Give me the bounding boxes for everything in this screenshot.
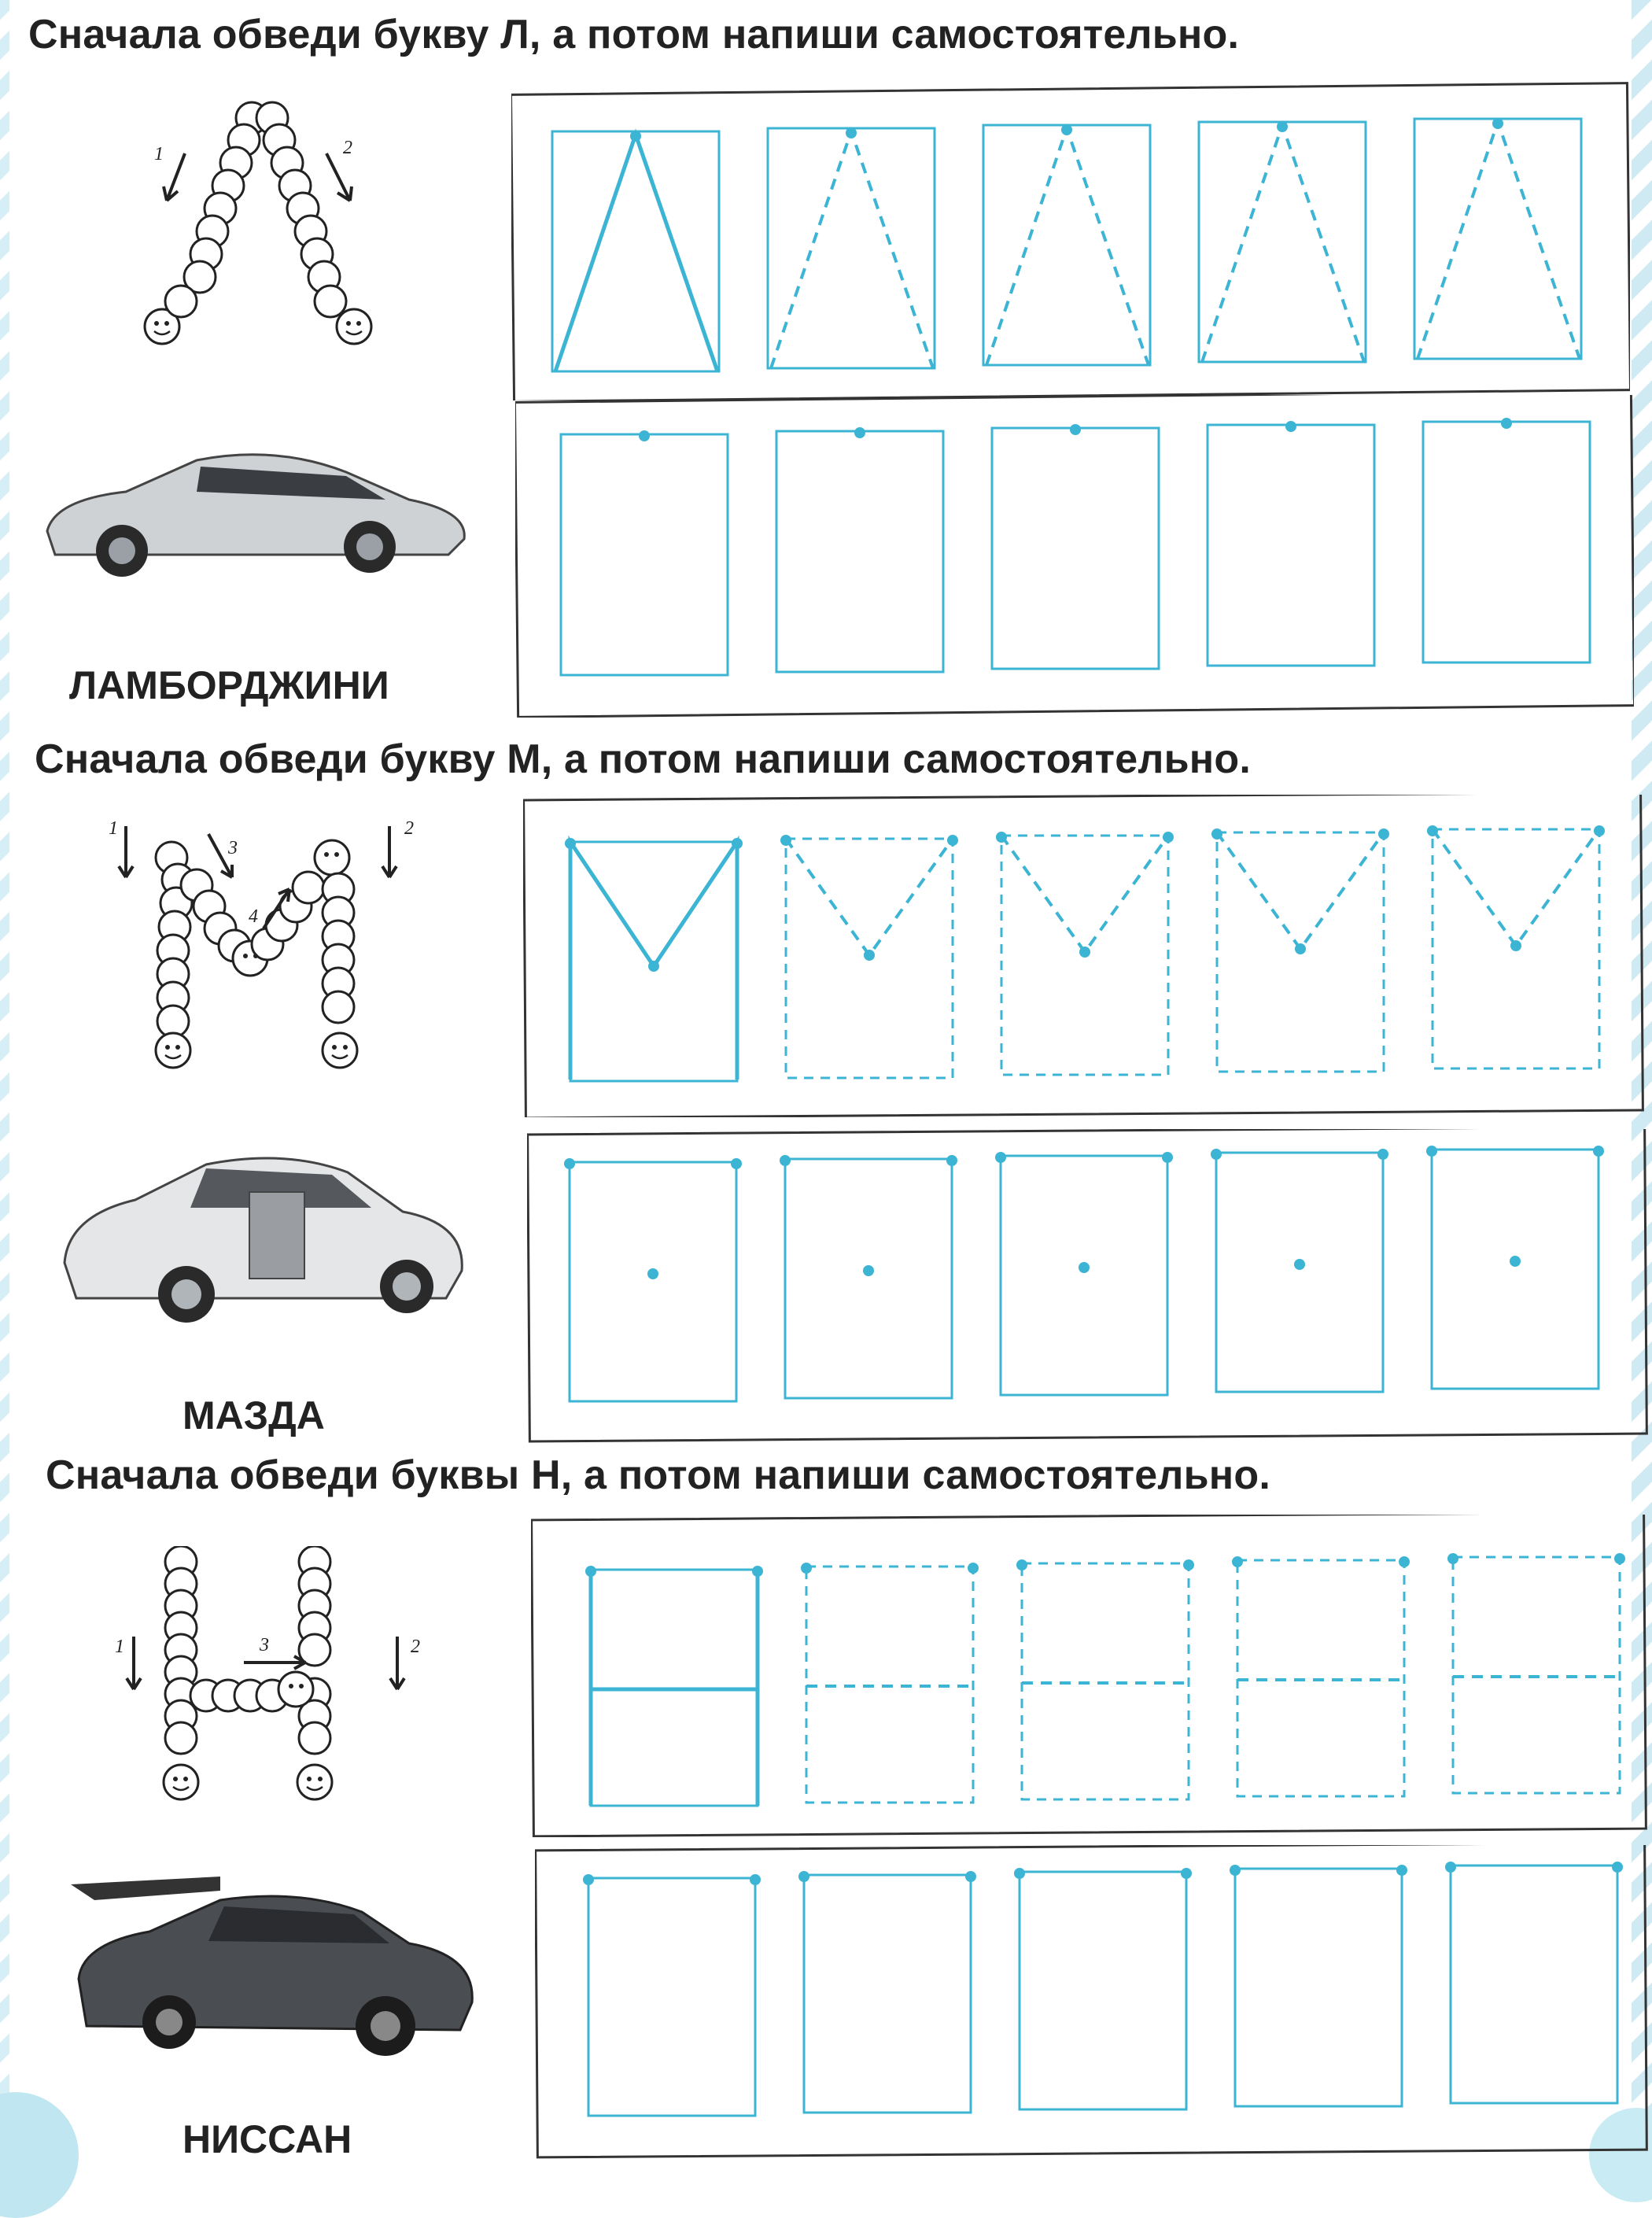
decorative-stripe-left xyxy=(0,0,9,2163)
car-photo xyxy=(63,1869,488,2069)
letter-m-write-row xyxy=(527,1129,1648,1444)
svg-text:4: 4 xyxy=(249,906,258,927)
svg-text:1: 1 xyxy=(154,144,164,164)
caterpillar-letter-l-illustration xyxy=(118,90,401,386)
car-photo xyxy=(39,437,480,582)
decorative-bubble xyxy=(0,2092,79,2218)
letter-l-trace-row xyxy=(511,75,1630,400)
letter-m-trace-row xyxy=(523,795,1644,1117)
letter-n-write-row xyxy=(535,1845,1648,2160)
svg-text:1: 1 xyxy=(109,818,118,839)
svg-text:3: 3 xyxy=(228,838,238,858)
svg-text:2: 2 xyxy=(343,138,352,158)
letter-n-trace-row xyxy=(531,1515,1648,1837)
svg-text:2: 2 xyxy=(411,1637,420,1657)
caterpillar-letter-n-illustration xyxy=(102,1546,433,1841)
caterpillar-letter-m-illustration xyxy=(102,810,433,1113)
car-name-label: ЛАМБОРДЖИНИ xyxy=(69,663,389,707)
svg-text:2: 2 xyxy=(404,818,414,839)
instruction-heading: Сначала обведи букву М, а потом напиши самостоятельно. xyxy=(35,736,1251,782)
car-name-label: НИССАН xyxy=(183,2117,352,2161)
svg-text:1: 1 xyxy=(115,1637,124,1657)
letter-l-write-row xyxy=(515,395,1634,718)
instruction-heading: Сначала обведи буквы Н, а потом напиши самостоятельно. xyxy=(46,1452,1270,1498)
svg-text:3: 3 xyxy=(260,1635,269,1655)
instruction-heading: Сначала обведи букву Л, а потом напиши самостоятельно. xyxy=(28,12,1240,57)
car-name-label: МАЗДА xyxy=(183,1393,325,1437)
car-photo xyxy=(57,1145,474,1338)
